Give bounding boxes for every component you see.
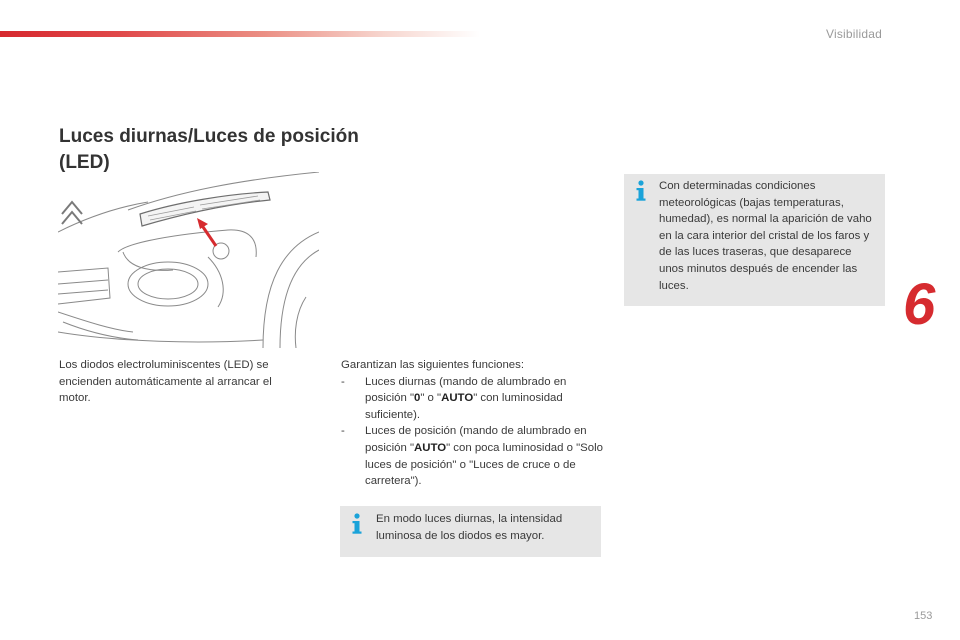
text-span: " con poca luminosidad o "Solo luces de posición" o "Luces de cruce o de carretera"). [365,441,603,488]
info-box-intensity [340,506,601,557]
text-span: Luces diurnas (mando de alumbrado en posición " [365,375,567,405]
info-icon [352,513,362,535]
text-span: Luces de posición (mando de alumbrado en posición " [365,425,587,454]
setting-code: AUTO [441,392,474,405]
info-text: En modo luces diurnas, la intensidad luminosa de los diodos es mayor. [376,513,563,542]
page-title [59,124,389,176]
setting-code: AUTO [414,441,447,454]
list-item [341,423,609,489]
text-span: " o " [420,392,442,405]
list-item-text [365,374,609,424]
header-accent-bar [0,31,480,37]
chapter-number: 6 [903,272,936,337]
list-item-text [365,423,609,489]
info-box-condensation [624,174,885,306]
title-line-1: Luces diurnas/Luces de posición [59,126,359,147]
car-front-illustration [58,172,319,348]
info-icon [636,180,646,202]
title-line-2: (LED) [59,152,110,173]
setting-code: 0 [414,392,421,405]
headlight-drawing [58,172,319,348]
text-span: " con luminosidad suficiente). [365,392,563,421]
list-item [341,374,609,424]
section-title: Visibilidad [826,27,883,41]
list-dash: - [341,375,345,388]
red-arrow-icon [197,218,216,246]
functions-list [341,357,609,490]
page-number: 153 [914,610,933,622]
intro-text: Los diodos electroluminiscentes (LED) se encienden automáticamente al arrancar el motor. [59,359,272,405]
info-text: Con determinadas condiciones meteorológicas (bajas temperaturas, humedad), es normal la aparición de vaho en la cara interior del cristal de los faros y de las luces traseras, que desaparece unos minutos después de encender las luces. [659,180,872,292]
list-dash: - [341,425,345,438]
functions-lead: Garantizan las siguientes funciones: [341,359,524,371]
